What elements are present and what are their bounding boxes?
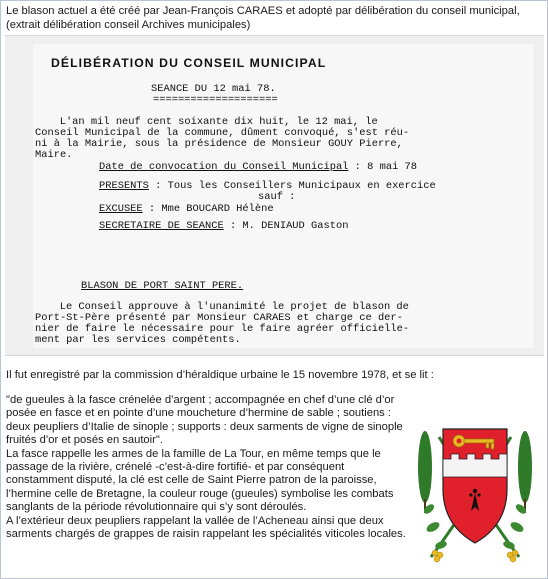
presents-value: : Tous les Conseillers Municipaux en exercice — [148, 180, 436, 192]
image-caption: Le blason actuel a été créé par Jean-François CARAES et adopté par délibération du conseil municipal, (extrait délibération conseil Archives municipales) — [6, 5, 520, 31]
decision-line: Le Conseil approuve à l'unanimité le projet de blason de — [41, 301, 409, 313]
blazon-description — [6, 394, 408, 541]
deliberation-heading: DÉLIBÉRATION DU CONSEIL MUNICIPAL — [51, 56, 327, 70]
presents-label: PRESENTS — [99, 180, 149, 192]
session-date: SEANCE DU 12 mai 78. — [151, 83, 276, 95]
deliberation-paper — [33, 44, 533, 348]
coat-of-arms-icon — [411, 397, 539, 567]
decision-line: nier de faire le nécessaire pour le faire agréer officielle- — [35, 323, 410, 335]
excusee-label: EXCUSEE — [99, 203, 143, 215]
subject-title: BLASON DE PORT SAINT PERE. — [81, 280, 244, 292]
convocation-value: : 8 mai 78 — [348, 161, 418, 173]
paragraph-line: Conseil Municipal de la commune, dûment convoqué, s'est réu- — [35, 127, 410, 139]
paragraph-line: ni à la Mairie, sous la présidence de Monsieur GOUY Pierre, — [35, 138, 403, 150]
decision-line: Port-St-Père présenté par Monsieur CARAES et charge ce der- — [35, 312, 403, 324]
secretaire-label: SECRETAIRE DE SEANCE — [99, 220, 224, 232]
convocation-label: Date de convocation du Conseil Municipal — [99, 161, 349, 173]
paragraph-line: Maire. — [35, 149, 73, 161]
blazon-exterior: A l’extérieur deux peupliers rappelant la vallée de l’Acheneau ainsi que deux sarments chargés de grappes de raisin rappelant les spécialités viticoles locales. — [6, 514, 406, 541]
secretaire-line — [99, 221, 348, 232]
decision-line: ment par les services compétents. — [35, 334, 241, 346]
blazon-explanation: La fasce rappelle les armes de la famille de La Tour, en même temps que le passage de la rivière, crénelé -c’est-à-dire fortifié- et par conséquent constamment disputé, la clé est celle de Saint Pierre patron de la paroisse, l’hermine celle de Bretagne, la couleur rouge (gueules) symbolise les combats sanglants de la période révolutionnaire qui s’y sont déroulés. — [6, 447, 394, 514]
excusee-value: : Mme BOUCARD Hélène — [142, 203, 274, 215]
session-separator: ==================== — [153, 94, 278, 106]
registration-intro: Il fut enregistré par la commission d’héraldique urbaine le 15 novembre 1978, et se lit : — [6, 369, 434, 381]
presents-value-2: sauf : — [258, 191, 296, 203]
blazon-text: "de gueules à la fasce crénelée d’argent ; accompagnée en chef d’une clé d’or posée en fasce et en pointe d’une moucheture d’hermine de sable ; soutiens : deux peupliers d’Italie de sinople ; supports : deux sarments de vigne de sinople fruités d’or et posés en sautoir". — [6, 394, 403, 447]
deliberation-scan — [5, 35, 544, 356]
secretaire-value: : M. DENIAUD Gaston — [223, 220, 349, 232]
paragraph-line: L'an mil neuf cent soixante dix huit, le 12 mai, le — [41, 116, 378, 128]
convocation-line — [99, 162, 417, 173]
excusee-line — [99, 204, 274, 215]
